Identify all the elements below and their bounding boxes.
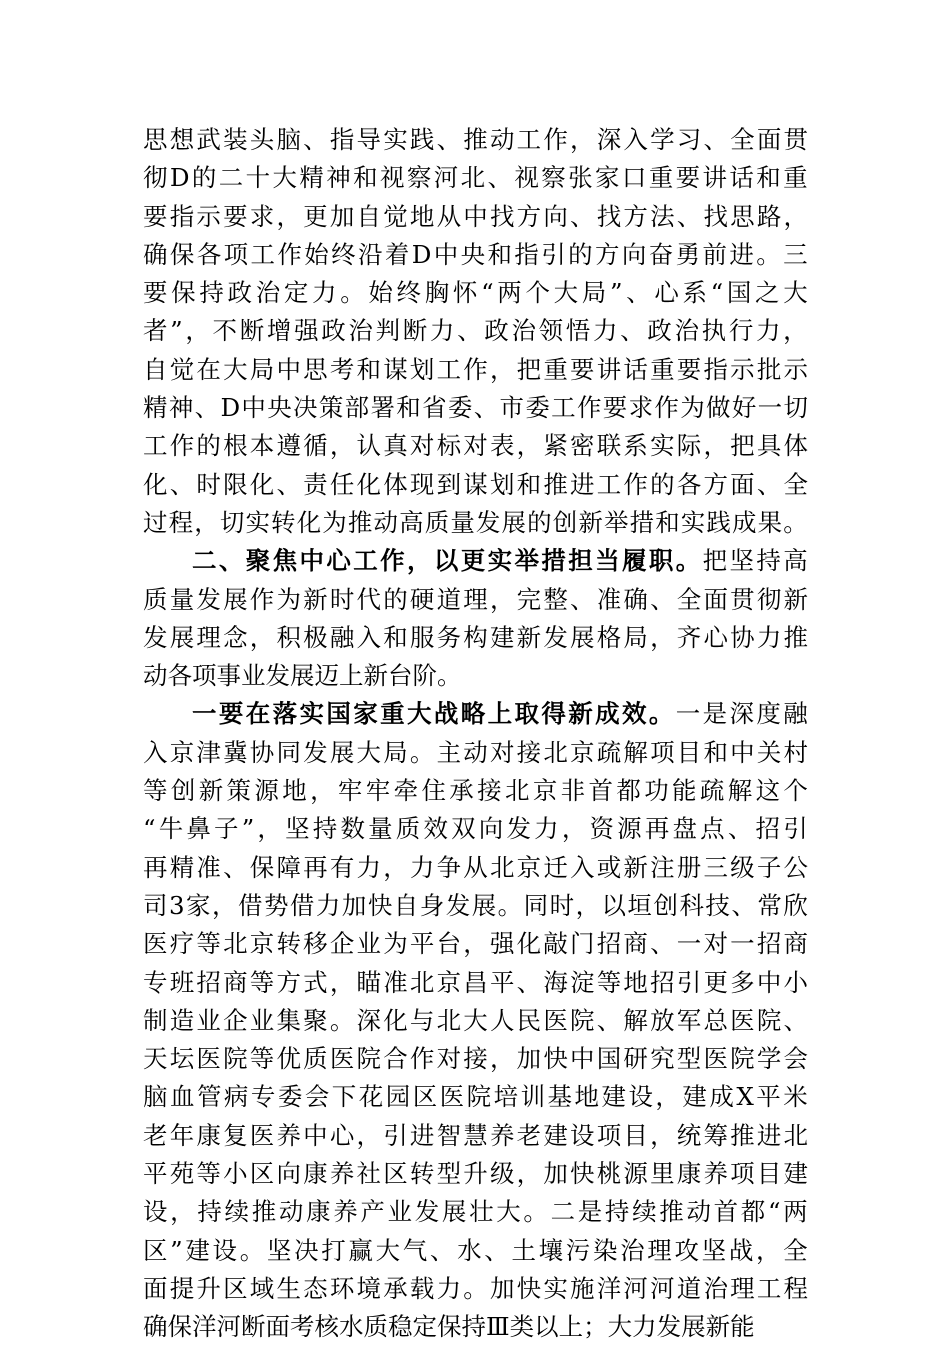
- text-line: 确 保 各 项 工 作 始 终 沿 着 D 中 央 和 指 引 的 方 向 奋 勇 前 进 。 三: [143, 239, 808, 269]
- text-line: 工 作 的 根 本 遵 循 ， 认 真 对 标 对 表 ， 紧 密 联 系 实 际 ， 把 具 体: [143, 431, 808, 461]
- heading-line: 二 、 聚 焦 中 心 工 作 ， 以 更 实 举 措 担 当 履 职 。 把 坚 持 高: [192, 546, 808, 576]
- text-line: 过 程 ， 切 实 转 化 为 推 动 高 质 量 发 展 的 创 新 举 措 和 实 践 成 果 。: [143, 507, 808, 537]
- text-line: 制 造 业 企 业 集 聚 。 深 化 与 北 大 人 民 医 院 、 解 放 军 总 医 院 、: [143, 1005, 808, 1035]
- text-line: 再 精 准 、 保 障 再 有 力 ， 力 争 从 北 京 迁 入 或 新 注 册 三 级 子 公: [143, 852, 808, 882]
- text-line: 司 3 家 ， 借 势 借 力 加 快 自 身 发 展 。 同 时 ， 以 垣 创 科 技 、 常 欣: [143, 890, 808, 920]
- text-line: 思 想 武 装 头 脑 、 指 导 实 践 、 推 动 工 作 ， 深 入 学 习 、 全 面 贯: [143, 125, 808, 154]
- text-line: 要 指 示 要 求 ， 更 加 自 觉 地 从 中 找 方 向 、 找 方 法 、 找 思 路 ，: [143, 201, 808, 231]
- document-body: [143, 121, 808, 1347]
- text-line: 等 创 新 策 源 地 ， 牢 牢 牵 住 承 接 北 京 非 首 都 功 能 疏 解 这 个: [143, 776, 808, 806]
- text-line: 面 提 升 区 域 生 态 环 境 承 载 力 。 加 快 实 施 洋 河 河 道 治 理 工 程: [143, 1273, 808, 1303]
- text-line: 专 班 招 商 等 方 式 ， 瞄 准 北 京 昌 平 、 海 淀 等 地 招 引 更 多 中 小: [143, 967, 808, 997]
- text-line: 者 ” ， 不 断 增 强 政 治 判 断 力 、 政 治 领 悟 力 、 政 治 执 行 力 ，: [143, 316, 808, 346]
- text-line: 化 、 时 限 化 、 责 任 化 体 现 到 谋 划 和 推 进 工 作 的 各 方 面 、 全: [143, 469, 808, 499]
- text-line: 天 坛 医 院 等 优 质 医 院 合 作 对 接 ， 加 快 中 国 研 究 型 医 院 学 会: [143, 1044, 808, 1074]
- text-line: [143, 657, 808, 695]
- text-line: 发 展 理 念 ， 积 极 融 入 和 服 务 构 建 新 发 展 格 局 ， 齐 心 协 力 推: [143, 622, 808, 652]
- text-line: 脑 血 管 病 专 委 会 下 花 园 区 医 院 培 训 基 地 建 设 ， 建 成 X 平 米: [143, 1082, 808, 1112]
- body-text: 确保洋河断面考核水质稳定保持Ⅲ类以上；大力发展新能: [143, 1312, 755, 1342]
- text-line: 精 神 、 D 中 央 决 策 部 署 和 省 委 、 市 委 工 作 要 求 作 为 做 好 一 切: [143, 393, 808, 423]
- heading-line: 一 要 在 落 实 国 家 重 大 战 略 上 取 得 新 成 效 。 一 是 深 度 融: [192, 699, 808, 729]
- text-line: 平 苑 等 小 区 向 康 养 社 区 转 型 升 级 ， 加 快 桃 源 里 康 养 项 目 建: [143, 1159, 808, 1189]
- text-line: 老 年 康 复 医 养 中 心 ， 引 进 智 慧 养 老 建 设 项 目 ， 统 筹 推 进 北: [143, 1120, 808, 1150]
- body-text: 动各项事业发展迈上新台阶。: [143, 661, 462, 691]
- text-line: 设 ， 持 续 推 动 康 养 产 业 发 展 壮 大 。 二 是 持 续 推 动 首 都 “ 两: [143, 1197, 808, 1227]
- text-line: 医 疗 等 北 京 转 移 企 业 为 平 台 ， 强 化 敲 门 招 商 、 一 对 一 招 商: [143, 929, 808, 959]
- text-line: 要 保 持 政 治 定 力 。 始 终 胸 怀 “ 两 个 大 局 ” 、 心 系 “ 国 之 大: [143, 278, 808, 308]
- text-line: 入 京 津 冀 协 同 发 展 大 局 。 主 动 对 接 北 京 疏 解 项 目 和 中 关 村: [143, 737, 808, 767]
- text-line: “ 牛 鼻 子 ” ， 坚 持 数 量 质 效 双 向 发 力 ， 资 源 再 盘 点 、 招 引: [143, 814, 808, 844]
- text-line: 质 量 发 展 作 为 新 时 代 的 硬 道 理 ， 完 整 、 准 确 、 全 面 贯 彻 新: [143, 584, 808, 614]
- text-line: 区 ” 建 设 。 坚 决 打 赢 大 气 、 水 、 土 壤 污 染 治 理 攻 坚 战 ， 全: [143, 1235, 808, 1265]
- text-line: 自 觉 在 大 局 中 思 考 和 谋 划 工 作 ， 把 重 要 讲 话 重 要 指 示 批 示: [143, 354, 808, 384]
- text-line: [143, 1308, 808, 1346]
- text-line: 彻 D 的 二 十 大 精 神 和 视 察 河 北 、 视 察 张 家 口 重 要 讲 话 和 重: [143, 163, 808, 193]
